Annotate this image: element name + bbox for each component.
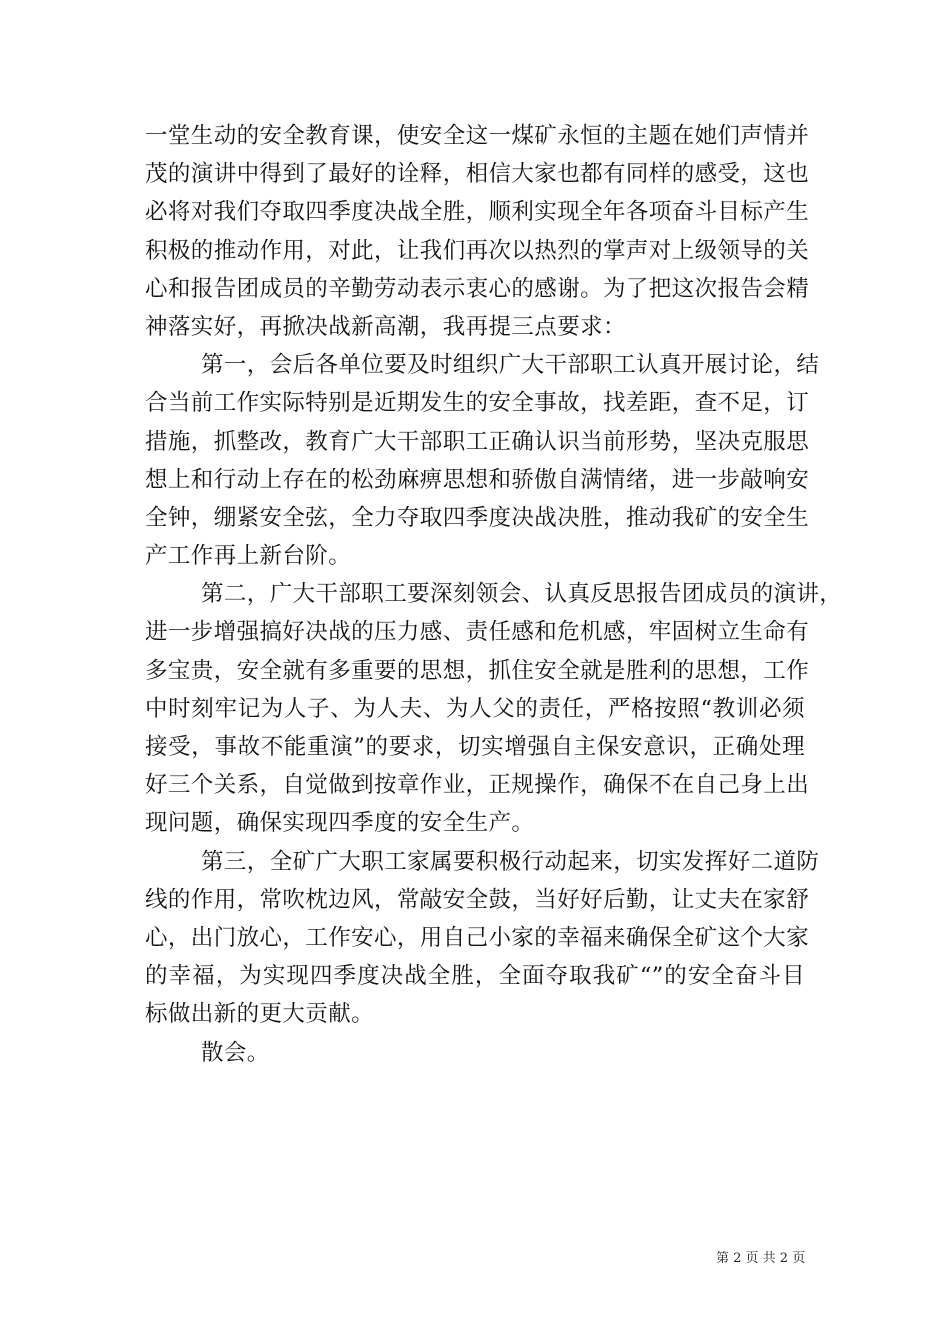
text-line: 全钟，绷紧安全弦，全力夺取四季度决战决胜，推动我矿的安全生: [145, 504, 810, 531]
paragraph-first-line: 第三，全矿广大职工家属要积极行动起来，切实发挥好二道防: [201, 848, 820, 875]
text-line: 措施，抓整改，教育广大干部职工正确认识当前形势，坚决克服思: [145, 428, 810, 455]
text-line: 积极的推动作用，对此，让我们再次以热烈的掌声对上级领导的关: [145, 237, 810, 264]
page-number: 第 2 页 共 2 页: [716, 1251, 806, 1266]
text-line: 一堂生动的安全教育课，使安全这一煤矿永恒的主题在她们声情并: [145, 123, 810, 149]
text-line: 合当前工作实际特别是近期发生的安全事故，找差距，查不足，订: [145, 390, 810, 417]
text-line: 多宝贵，安全就有多重要的思想，抓住安全就是胜利的思想，工作: [145, 657, 810, 684]
text-line: 必将对我们夺取四季度决战全胜，顺利实现全年各项奋斗目标产生: [145, 199, 810, 226]
text-line: 的幸福，为实现四季度决战全胜，全面夺取我矿“”的安全奋斗目: [145, 963, 805, 990]
text-line: 标做出新的更大贡献。: [145, 1001, 375, 1028]
text-line: 神落实好，再掀决战新高潮，我再提三点要求：: [145, 313, 626, 340]
text-line: 现问题，确保实现四季度的安全生产。: [145, 810, 535, 837]
closing-line: 散会。: [201, 1039, 270, 1066]
text-line: 产工作再上新台阶。: [145, 543, 352, 570]
paragraph-first-line: 第二，广大干部职工要深刻领会、认真反思报告团成员的演讲，: [201, 581, 843, 608]
text-line: 茂的演讲中得到了最好的诠释，相信大家也都有同样的感受，这也: [145, 161, 810, 188]
text-line: 好三个关系，自觉做到按章作业，正规操作，确保不在自己身上出: [145, 772, 810, 799]
text-line: 想上和行动上存在的松劲麻痹思想和骄傲自满情绪，进一步敲响安: [145, 466, 810, 493]
text-line: 心，出门放心，工作安心，用自己小家的幸福来确保全矿这个大家: [145, 924, 810, 951]
text-line: 中时刻牢记为人子、为人夫、为人父的责任，严格按照“教训必须: [145, 695, 805, 722]
text-line: 接受，事故不能重演”的要求，切实增强自主保安意识，正确处理: [145, 734, 805, 760]
text-line: 线的作用，常吹枕边风，常敲安全鼓，当好好后勤，让丈夫在家舒: [145, 886, 810, 913]
paragraph-first-line: 第一，会后各单位要及时组织广大干部职工认真开展讨论，结: [201, 352, 820, 379]
document-body: [145, 117, 843, 1072]
text-line: 进一步增强搞好决战的压力感、责任感和危机感，牢固树立生命有: [145, 619, 810, 646]
text-line: 心和报告团成员的辛勤劳动表示衷心的感谢。为了把这次报告会精: [145, 275, 810, 302]
